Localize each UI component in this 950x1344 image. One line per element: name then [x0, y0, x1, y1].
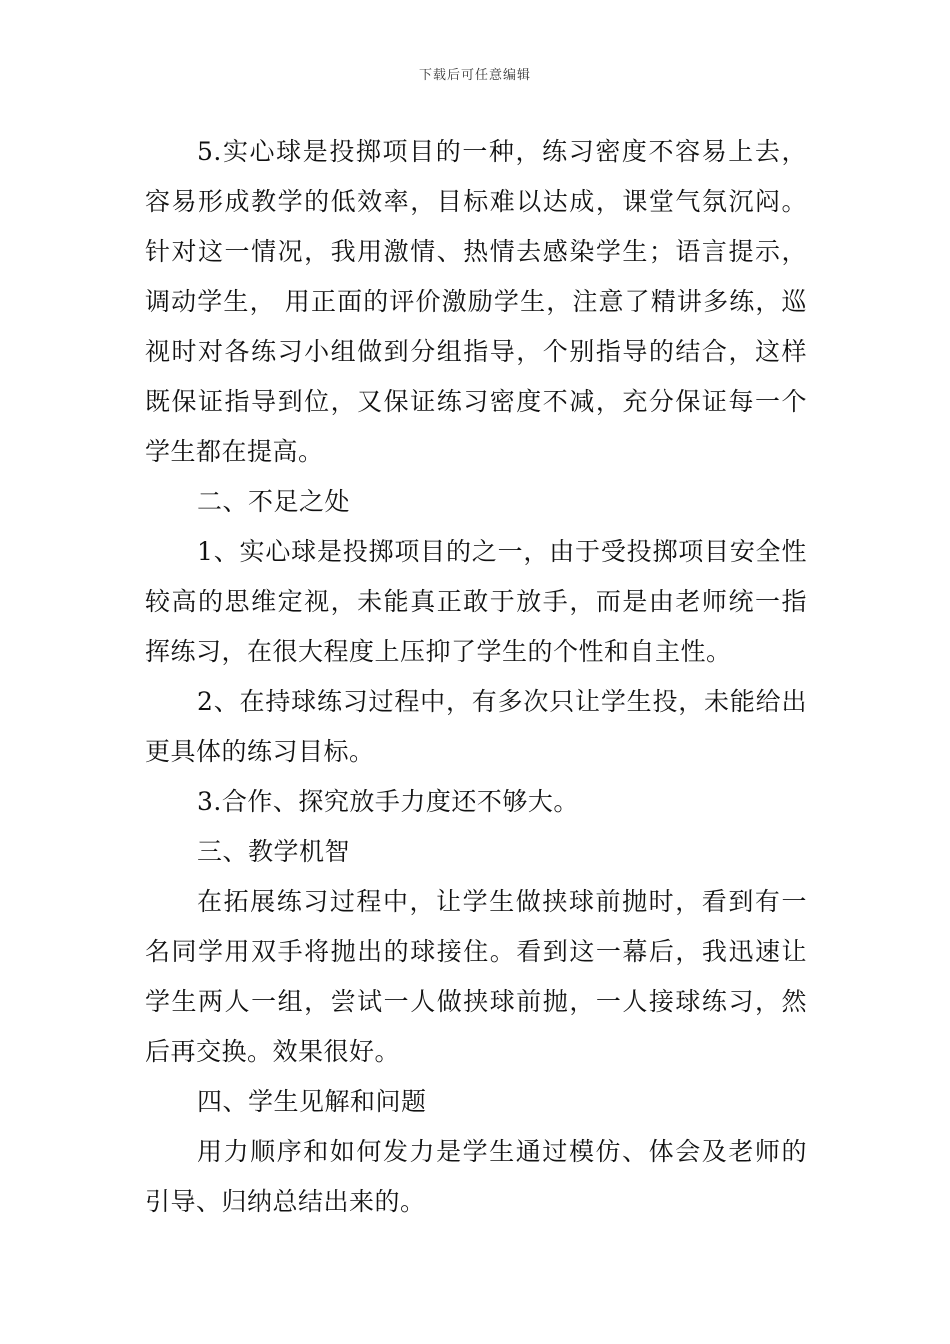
- paragraph-medicine-ball-density: 5.实心球是投掷项目的一种，练习密度不容易上去，容易形成教学的低效率，目标难以达成，课堂气氛沉闷。针对这一情况，我用激情、热情去感染学生；语言提示，调动学生， 用正面的评价激励学生，注意了精讲多练，巡视时对各练习小组做到分组指导，个别指导的结合，这样既保证指导到位，又保证练习密度不减，充分保证每一个学生都在提高。: [145, 137, 807, 466]
- paragraph-teaching-wit: 在拓展练习过程中，让学生做挟球前抛时，看到有一名同学用双手将抛出的球接住。看到这一幕后，我迅速让学生两人一组，尝试一人做挟球前抛，一人接球练习，然后再交换。效果很好。: [145, 887, 807, 1066]
- section-heading-teaching-wit: 三、教学机智: [197, 837, 351, 866]
- section-heading-shortcomings: 二、不足之处: [197, 487, 351, 516]
- paragraph-shortcoming-1: 1、实心球是投掷项目的之一，由于受投掷项目安全性较高的思维定视，未能真正敢于放手，而是由老师统一指挥练习，在很大程度上压抑了学生的个性和自主性。: [145, 537, 807, 666]
- section-heading-student-views: 四、学生见解和问题: [197, 1087, 427, 1116]
- paragraph-shortcoming-2: 2、在持球练习过程中，有多次只让学生投，未能给出更具体的练习目标。: [145, 687, 807, 766]
- paragraph-shortcoming-3: 3.合作、探究放手力度还不够大。: [197, 787, 579, 816]
- paragraph-student-views: 用力顺序和如何发力是学生通过模仿、体会及老师的引导、归纳总结出来的。: [145, 1137, 807, 1216]
- document-body: [145, 127, 807, 1227]
- page-header-note: 下载后可任意编辑: [418, 68, 531, 83]
